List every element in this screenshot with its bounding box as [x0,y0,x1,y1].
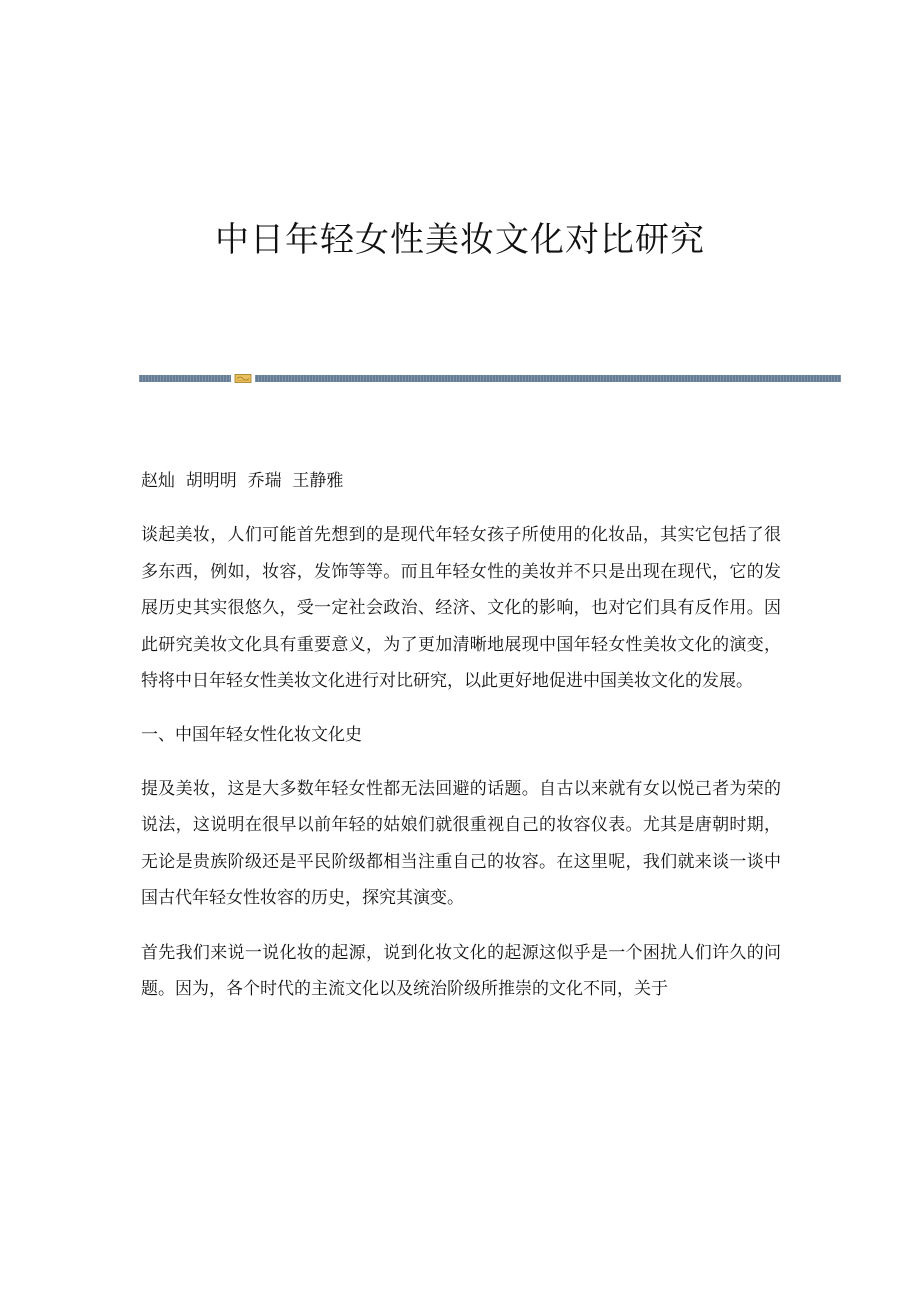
divider-bar-left [139,375,231,382]
section-heading: 一、中国年轻女性化妆文化史 [141,724,362,745]
section-paragraph: 提及美妆，这是大多数年轻女性都无法回避的话题。自古以来就有女以悦己者为荣的说法，这说明在很早以前年轻的姑娘们就很重视自己的妆容仪表。尤其是唐朝时期，无论是贵族阶级还是平民阶级都相当注重自己的妆容。在这里呢，我们就来谈一谈中国古代年轻女性妆容的历史，探究其演变。 [141,778,781,908]
divider-ornament-icon [234,374,252,383]
section-paragraph: 首先我们来说一说化妆的起源，说到化妆文化的起源这似乎是一个困扰人们许久的问题。因为，各个时代的主流文化以及统治阶级所推崇的文化不同，关于 [141,942,781,999]
document-body [141,464,781,1026]
title-divider [139,374,841,383]
intro-paragraph: 谈起美妆，人们可能首先想到的是现代年轻女孩子所使用的化妆品，其实它包括了很多东西，例如，妆容，发饰等等。而且年轻女性的美妆并不只是出现在现代，它的发展历史其实很悠久，受一定社会政治、经济、文化的影响，也对它们具有反作用。因此研究美妆文化具有重要意义，为了更加清晰地展现中国年轻女性美妆文化的演变，特将中日年轻女性美妆文化进行对比研究，以此更好地促进中国美妆文化的发展。 [141,525,781,691]
divider-bar-right [255,375,841,382]
document-title: 中日年轻女性美妆文化对比研究 [215,220,705,260]
author-list: 赵灿 胡明明 乔瑞 王静雅 [141,471,344,491]
